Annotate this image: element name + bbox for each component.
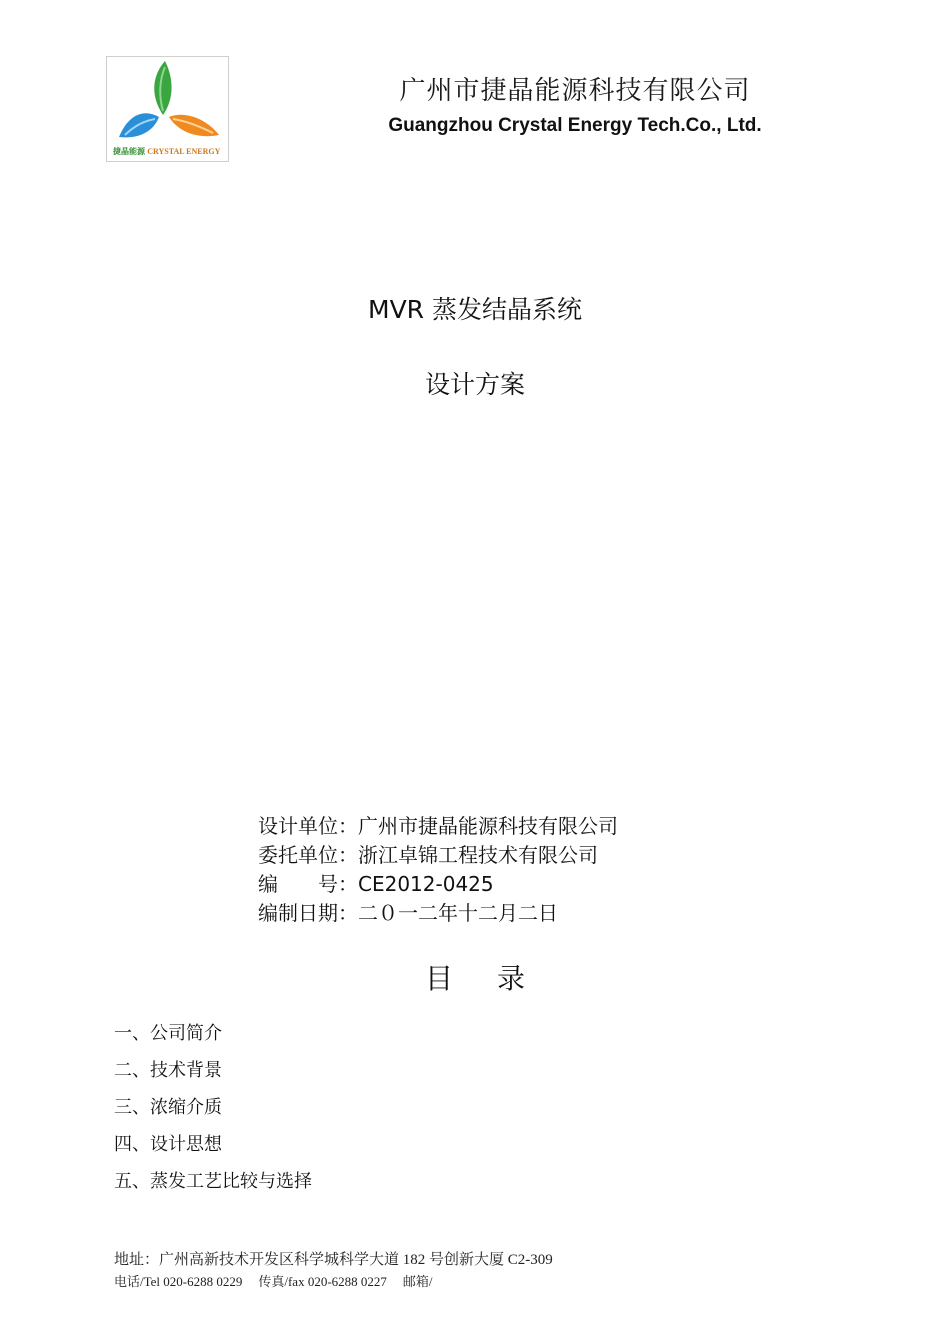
- client-label: 委托单位：: [258, 843, 358, 867]
- footer-email: 邮箱/: [402, 1274, 433, 1289]
- toc-item[interactable]: 三、浓缩介质: [114, 1097, 222, 1118]
- client-value: 浙江卓锦工程技术有限公司: [358, 843, 598, 867]
- logo-text-en: CRYSTAL ENERGY: [147, 147, 221, 156]
- toc-item[interactable]: 五、蒸发工艺比较与选择: [114, 1171, 312, 1192]
- footer-contact: [114, 1271, 449, 1290]
- info-date-row: [258, 897, 558, 926]
- number-value: CE2012-0425: [358, 872, 494, 896]
- toc-title-a: 目: [424, 962, 453, 995]
- number-label-a: 编: [258, 872, 278, 896]
- designer-label: 设计单位：: [258, 814, 358, 838]
- document-title: MVR 蒸发结晶系统: [368, 295, 582, 324]
- info-client-row: [258, 839, 598, 868]
- document-subtitle: 设计方案: [424, 370, 525, 399]
- toc-item[interactable]: 一、公司简介: [114, 1023, 222, 1044]
- date-label: 编制日期：: [258, 901, 358, 925]
- toc-list: [114, 1022, 312, 1207]
- company-logo: [106, 56, 229, 162]
- info-designer-row: [258, 810, 618, 839]
- company-name-en: Guangzhou Crystal Energy Tech.Co., Ltd.: [388, 115, 762, 136]
- date-value: 二０一二年十二月二日: [358, 901, 558, 925]
- toc-title: [300, 957, 650, 997]
- toc-item[interactable]: 二、技术背景: [114, 1060, 222, 1081]
- info-number-row: [258, 868, 494, 897]
- logo-text-cn: 捷晶能源: [113, 147, 145, 156]
- logo-text: [113, 146, 220, 157]
- toc-item[interactable]: 四、设计思想: [114, 1134, 222, 1155]
- leaf-logo-icon: [107, 57, 228, 147]
- company-name-cn: 广州市捷晶能源科技有限公司: [399, 76, 751, 106]
- footer-fax: 传真/fax 020-6288 0227: [258, 1274, 387, 1289]
- footer-tel: 电话/Tel 020-6288 0229: [114, 1274, 243, 1289]
- footer-address: 地址：广州高新技术开发区科学城科学大道 182 号创新大厦 C2-309: [114, 1252, 553, 1268]
- toc-title-b: 录: [497, 962, 526, 995]
- designer-value: 广州市捷晶能源科技有限公司: [358, 814, 618, 838]
- number-label-b: 号：: [318, 872, 358, 896]
